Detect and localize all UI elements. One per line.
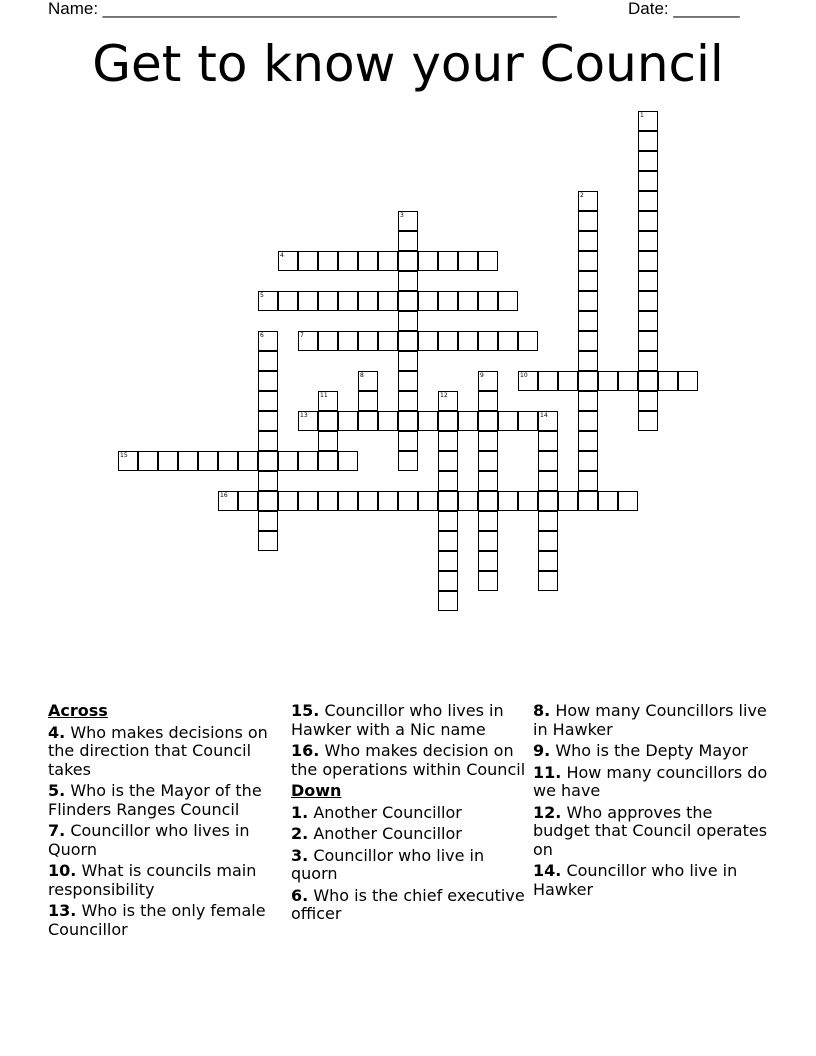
grid-cell[interactable] (398, 371, 418, 391)
clue-number: 11. (533, 762, 562, 782)
cell-number: 10 (520, 372, 528, 379)
grid-cell[interactable] (538, 571, 558, 591)
grid-cell[interactable] (578, 371, 598, 391)
clue-text: Who is the Mayor of the Flinders Ranges Council (48, 781, 262, 819)
grid-cell[interactable] (398, 351, 418, 371)
grid-cell[interactable] (378, 411, 398, 431)
clue-text: Who is the chief executive officer (291, 885, 525, 923)
clue-text: Councillor who live in Hawker (533, 861, 738, 899)
clue-across-10 (48, 862, 278, 899)
grid-cell[interactable] (578, 351, 598, 371)
grid-cell[interactable] (278, 451, 298, 471)
clue-number: 2. (291, 824, 309, 843)
clue-text: What is councils main responsibility (48, 861, 257, 899)
grid-cell[interactable] (638, 411, 658, 431)
grid-cell[interactable] (318, 331, 338, 351)
clue-across-13 (48, 902, 278, 939)
grid-cell[interactable] (498, 491, 518, 511)
clue-text: How many councillors do we have (533, 762, 768, 800)
grid-cell[interactable] (638, 371, 658, 391)
cell-number: 11 (320, 392, 328, 399)
name-field-label[interactable]: Name: ________________________________________________ (48, 0, 557, 18)
grid-cell[interactable] (418, 251, 438, 271)
clue-number: 14. (533, 861, 562, 880)
grid-cell[interactable] (258, 471, 278, 491)
grid-cell[interactable] (498, 411, 518, 431)
grid-cell[interactable] (478, 491, 498, 511)
clue-down-2 (291, 825, 527, 844)
clue-number: 3. (291, 845, 309, 865)
grid-cell[interactable] (638, 131, 658, 151)
grid-cell[interactable] (478, 251, 498, 271)
grid-cell[interactable] (578, 451, 598, 471)
grid-cell[interactable] (258, 531, 278, 551)
clue-number: 10. (48, 861, 77, 880)
cell-number: 7 (300, 332, 304, 339)
grid-cell[interactable] (438, 251, 458, 271)
clue-text: Another Councillor (313, 824, 462, 843)
grid-cell[interactable] (498, 291, 518, 311)
clue-down-14 (533, 862, 773, 899)
grid-cell[interactable] (398, 451, 418, 471)
grid-cell[interactable] (418, 291, 438, 311)
clue-down-11 (533, 764, 773, 801)
grid-cell[interactable] (438, 331, 458, 351)
grid-cell[interactable] (278, 291, 298, 311)
grid-cell[interactable] (498, 331, 518, 351)
clue-column-1 (48, 702, 278, 942)
grid-cell[interactable] (418, 331, 438, 351)
grid-cell[interactable] (318, 411, 338, 431)
grid-cell[interactable] (378, 491, 398, 511)
cell-number: 8 (360, 372, 364, 379)
date-field-label[interactable]: Date: _______ (628, 0, 740, 18)
clue-number: 16. (291, 741, 320, 760)
grid-cell[interactable] (538, 431, 558, 451)
clue-text: Who approves the budget that Council operates on (533, 802, 768, 859)
grid-cell[interactable] (638, 291, 658, 311)
grid-cell[interactable] (638, 331, 658, 351)
clue-number: 15. (291, 701, 320, 720)
grid-cell[interactable] (358, 251, 378, 271)
clue-across-15 (291, 702, 527, 739)
clue-number: 13. (48, 901, 77, 920)
grid-cell[interactable] (418, 491, 438, 511)
grid-cell[interactable] (478, 511, 498, 531)
clue-text: Councillor who lives in Quorn (48, 821, 250, 859)
grid-cell[interactable] (218, 451, 238, 471)
grid-cell[interactable] (398, 411, 418, 431)
grid-cell[interactable] (578, 311, 598, 331)
grid-cell[interactable] (338, 291, 358, 311)
clue-across-4 (48, 724, 278, 780)
grid-cell[interactable] (438, 571, 458, 591)
grid-cell[interactable] (178, 451, 198, 471)
cell-number: 3 (400, 212, 404, 219)
grid-cell[interactable] (438, 431, 458, 451)
cell-number: 6 (260, 332, 264, 339)
grid-cell[interactable] (398, 271, 418, 291)
grid-cell[interactable] (438, 291, 458, 311)
clue-number: 12. (533, 802, 562, 822)
clue-text: Councillor who lives in Hawker with a Nic name (291, 701, 504, 739)
cell-number: 9 (480, 372, 484, 379)
grid-cell[interactable] (478, 551, 498, 571)
grid-cell[interactable] (158, 451, 178, 471)
grid-cell[interactable] (578, 471, 598, 491)
cell-number: 15 (120, 452, 128, 459)
grid-cell[interactable] (318, 251, 338, 271)
grid-cell[interactable] (678, 371, 698, 391)
grid-cell[interactable] (338, 451, 358, 471)
grid-cell[interactable] (458, 411, 478, 431)
clue-text: Who makes decision on the operations within Council (291, 741, 526, 779)
grid-cell[interactable] (578, 411, 598, 431)
grid-cell[interactable] (578, 491, 598, 511)
grid-cell[interactable] (398, 251, 418, 271)
grid-cell[interactable] (638, 151, 658, 171)
grid-cell[interactable] (438, 471, 458, 491)
grid-cell[interactable] (358, 331, 378, 351)
grid-cell[interactable] (558, 371, 578, 391)
grid-cell[interactable] (478, 431, 498, 451)
clue-number: 8. (533, 701, 551, 720)
grid-cell[interactable] (258, 451, 278, 471)
grid-cell[interactable] (358, 291, 378, 311)
clue-down-12 (533, 804, 773, 860)
grid-cell[interactable] (338, 411, 358, 431)
grid-cell[interactable] (578, 231, 598, 251)
grid-cell[interactable] (638, 171, 658, 191)
grid-cell[interactable] (318, 491, 338, 511)
grid-cell[interactable] (578, 271, 598, 291)
grid-cell[interactable] (518, 411, 538, 431)
grid-cell[interactable] (438, 411, 458, 431)
grid-cell[interactable] (338, 491, 358, 511)
grid-cell[interactable] (638, 391, 658, 411)
grid-cell[interactable] (238, 491, 258, 511)
clue-number: 7. (48, 821, 66, 840)
cell-number: 13 (300, 412, 308, 419)
grid-cell[interactable] (578, 331, 598, 351)
grid-cell[interactable] (638, 231, 658, 251)
grid-cell[interactable] (458, 331, 478, 351)
grid-cell[interactable] (258, 391, 278, 411)
grid-cell[interactable] (638, 351, 658, 371)
grid-cell[interactable] (438, 551, 458, 571)
grid-cell[interactable] (538, 451, 558, 471)
clue-down-9 (533, 742, 773, 761)
clue-text: Who is the Depty Mayor (555, 741, 748, 760)
grid-cell[interactable] (538, 551, 558, 571)
grid-cell[interactable] (298, 291, 318, 311)
grid-cell[interactable] (298, 451, 318, 471)
clue-across-5 (48, 782, 278, 819)
cell-number: 1 (640, 112, 644, 119)
cell-number: 5 (260, 292, 264, 299)
grid-cell[interactable] (398, 491, 418, 511)
clue-down-8 (533, 702, 773, 739)
grid-cell[interactable] (298, 491, 318, 511)
clue-text: Another Councillor (313, 802, 462, 822)
cell-number: 2 (580, 192, 584, 199)
page-title: Get to know your Council (92, 35, 724, 93)
clue-number: 5. (48, 781, 66, 800)
grid-cell[interactable] (578, 391, 598, 411)
clue-across-16 (291, 742, 527, 779)
clue-text: Who is the only female Councillor (48, 901, 266, 939)
grid-cell[interactable] (318, 451, 338, 471)
grid-cell[interactable] (638, 251, 658, 271)
grid-cell[interactable] (338, 331, 358, 351)
grid-cell[interactable] (538, 531, 558, 551)
grid-cell[interactable] (658, 371, 678, 391)
clue-text: How many Councillors live in Hawker (533, 701, 767, 739)
clue-number: 6. (291, 885, 309, 905)
grid-cell[interactable] (398, 431, 418, 451)
grid-cell[interactable] (198, 451, 218, 471)
grid-cell[interactable] (538, 491, 558, 511)
grid-cell[interactable] (398, 291, 418, 311)
grid-cell[interactable] (258, 371, 278, 391)
grid-cell[interactable] (578, 291, 598, 311)
grid-cell[interactable] (438, 531, 458, 551)
cell-number: 12 (440, 392, 448, 399)
grid-cell[interactable] (438, 451, 458, 471)
grid-cell[interactable] (458, 291, 478, 311)
grid-cell[interactable] (458, 251, 478, 271)
grid-cell[interactable] (298, 251, 318, 271)
clue-across-7 (48, 822, 278, 859)
clue-column-3 (533, 702, 773, 902)
grid-cell[interactable] (598, 371, 618, 391)
grid-cell[interactable] (258, 431, 278, 451)
clue-text: Who makes decisions on the direction that Council takes (48, 722, 268, 779)
cell-number: 16 (220, 492, 228, 499)
grid-cell[interactable] (578, 251, 598, 271)
down-heading: Down (291, 781, 342, 800)
grid-cell[interactable] (638, 211, 658, 231)
grid-cell[interactable] (278, 491, 298, 511)
clue-text: Councillor who live in quorn (291, 845, 485, 883)
grid-cell[interactable] (478, 291, 498, 311)
grid-cell[interactable] (478, 391, 498, 411)
grid-cell[interactable] (338, 251, 358, 271)
across-heading: Across (48, 701, 108, 720)
clue-down-3 (291, 847, 527, 884)
grid-cell[interactable] (238, 451, 258, 471)
grid-cell[interactable] (398, 391, 418, 411)
grid-cell[interactable] (438, 511, 458, 531)
grid-cell[interactable] (598, 491, 618, 511)
grid-cell[interactable] (538, 371, 558, 391)
grid-cell[interactable] (398, 331, 418, 351)
grid-cell[interactable] (478, 331, 498, 351)
grid-cell[interactable] (378, 331, 398, 351)
grid-cell[interactable] (578, 431, 598, 451)
clue-down-1 (291, 804, 527, 823)
grid-cell[interactable] (258, 491, 278, 511)
grid-cell[interactable] (398, 231, 418, 251)
grid-cell[interactable] (378, 251, 398, 271)
grid-cell[interactable] (398, 311, 418, 331)
grid-cell[interactable] (538, 511, 558, 531)
grid-cell[interactable] (418, 411, 438, 431)
grid-cell[interactable] (358, 491, 378, 511)
grid-cell[interactable] (618, 371, 638, 391)
grid-cell[interactable] (438, 591, 458, 611)
clue-number: 9. (533, 741, 551, 760)
grid-cell[interactable] (258, 511, 278, 531)
grid-cell[interactable] (318, 291, 338, 311)
clue-down-6 (291, 887, 527, 924)
grid-cell[interactable] (558, 491, 578, 511)
grid-cell[interactable] (358, 391, 378, 411)
grid-cell[interactable] (518, 331, 538, 351)
grid-cell[interactable] (538, 471, 558, 491)
grid-cell[interactable] (518, 491, 538, 511)
grid-cell[interactable] (258, 411, 278, 431)
grid-cell[interactable] (638, 191, 658, 211)
grid-cell[interactable] (478, 571, 498, 591)
grid-cell[interactable] (438, 491, 458, 511)
cell-number: 14 (540, 412, 548, 419)
grid-cell[interactable] (258, 351, 278, 371)
grid-cell[interactable] (478, 411, 498, 431)
grid-cell[interactable] (618, 491, 638, 511)
cell-number: 4 (280, 252, 284, 259)
grid-cell[interactable] (478, 451, 498, 471)
clue-number: 4. (48, 722, 66, 742)
clue-number: 1. (291, 802, 309, 822)
grid-cell[interactable] (578, 211, 598, 231)
grid-cell[interactable] (358, 411, 378, 431)
grid-cell[interactable] (478, 471, 498, 491)
grid-cell[interactable] (138, 451, 158, 471)
grid-cell[interactable] (478, 531, 498, 551)
grid-cell[interactable] (638, 271, 658, 291)
clue-column-2 (291, 702, 527, 927)
grid-cell[interactable] (638, 311, 658, 331)
grid-cell[interactable] (318, 431, 338, 451)
grid-cell[interactable] (458, 491, 478, 511)
grid-cell[interactable] (378, 291, 398, 311)
